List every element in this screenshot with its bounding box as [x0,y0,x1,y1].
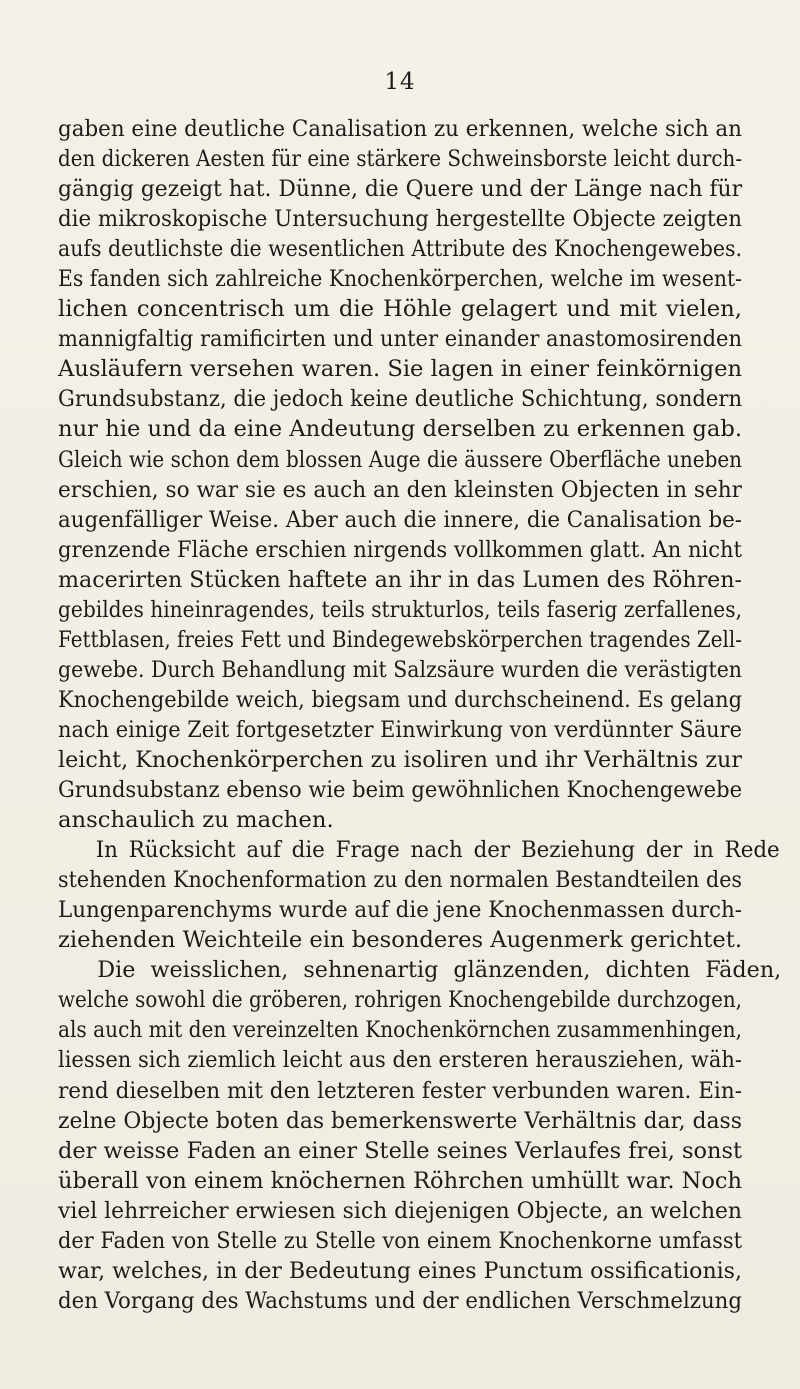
text-line: liessen sich ziemlich leicht aus den ersteren herausziehen, wäh- [58,1047,742,1074]
page-number: 14 [384,69,416,95]
text-line: stehenden Knochenformation zu den normalen Bestandteilen des [58,867,742,894]
text-line: die mikroskopische Untersuchung hergestellte Objecte zeigten [58,206,742,233]
text-line: überall von einem knöchernen Röhrchen umhüllt war. Noch [58,1167,743,1194]
text-line: gewebe. Durch Behandlung mit Salzsäure wurden die verästigten [58,656,742,683]
text-line: viel lehrreicher erwiesen sich diejenigen Objecte, an welchen [58,1197,743,1224]
text-line: leicht, Knochenkörperchen zu isoliren und ihr Verhältnis zur [58,746,743,773]
text-line: der weisse Faden an einer Stelle seines Verlaufes frei, sonst [58,1137,743,1164]
text-line: Fettblasen, freies Fett und Bindegewebskörperchen tragendes Zell- [58,626,743,653]
text-line: war, welches, in der Bedeutung eines Punctum ossificationis, [58,1257,743,1284]
text-line: Ausläufern versehen waren. Sie lagen in einer feinkörnigen [58,356,743,383]
text-line: rend dieselben mit den letzteren fester verbunden waren. Ein- [58,1077,742,1104]
text-line: In Rücksicht auf die Frage nach der Beziehung der in Rede [95,837,780,864]
text-line: Grundsubstanz, die jedoch keine deutliche Schichtung, sondern [58,386,743,413]
text-line: der Faden von Stelle zu Stelle von einem Knochenkorne umfasst [58,1227,742,1254]
text-line: grenzende Fläche erschien nirgends vollkommen glatt. An nicht [58,536,742,563]
text-line: gebildes hineinragendes, teils strukturlos, teils faserig zerfallenes, [58,596,743,623]
text-line: den dickeren Aesten für eine stärkere Schweinsborste leicht durch- [58,146,743,173]
text-line: erschien, so war sie es auch an den kleinsten Objecten in sehr [58,476,743,503]
text-line: welche sowohl die gröberen, rohrigen Knochengebilde durchzogen, [58,987,742,1014]
text-line: ziehenden Weichteile ein besonderes Augenmerk gerichtet. [58,927,743,954]
text-line: mannigfaltig ramificirten und unter einander anastomosirenden [58,326,743,353]
text-line: augenfälliger Weise. Aber auch die innere, die Canalisation be- [58,506,742,533]
text-line: den Vorgang des Wachstums und der endlichen Verschmelzung [58,1287,742,1314]
body-text [58,114,782,1316]
text-line: Die weisslichen, sehnenartig glänzenden, dichten Fäden, [97,957,782,984]
text-line: aufs deutlichste die wesentlichen Attribute des Knochengewebes. [58,236,742,263]
text-line: anschaulich zu machen. [58,807,334,834]
text-line: macerirten Stücken haftete an ihr in das Lumen des Röhren- [58,566,743,593]
text-line: nur hie und da eine Andeutung derselben zu erkennen gab. [58,416,743,443]
text-line: gaben eine deutliche Canalisation zu erkennen, welche sich an [58,116,742,142]
text-line: gängig gezeigt hat. Dünne, die Quere und der Länge nach für [58,176,743,203]
text-line: Lungenparenchyms wurde auf die jene Knochenmassen durch- [58,897,742,924]
text-line: Gleich wie schon dem blossen Auge die äussere Oberfläche uneben [58,446,743,473]
text-line: als auch mit den vereinzelten Knochenkörnchen zusammenhingen, [58,1017,742,1044]
text-line: nach einige Zeit fortgesetzter Einwirkung von verdünnter Säure [58,716,742,743]
text-line: zelne Objecte boten das bemerkenswerte Verhältnis dar, dass [58,1107,742,1134]
text-line: lichen concentrisch um die Höhle gelagert und mit vielen, [58,296,742,323]
text-line: Es fanden sich zahlreiche Knochenkörperchen, welche im wesent- [58,266,743,293]
text-line: Knochengebilde weich, biegsam und durchscheinend. Es gelang [58,686,742,713]
text-line: Grundsubstanz ebenso wie beim gewöhnlichen Knochengewebe [58,777,743,804]
